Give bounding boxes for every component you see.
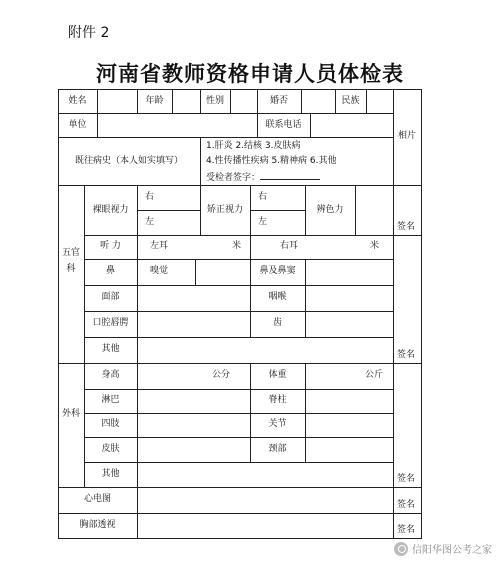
weight-unit: 公斤 [365,370,384,380]
ethnicity-label: 民族 [341,96,360,106]
nose-label: 鼻 [105,266,115,276]
right-ear-label: 右耳 [280,241,299,251]
lymph-label: 淋巴 [101,395,120,405]
color-vision-label: 辨色力 [316,205,344,215]
signature-label: 受检者签字： [206,173,261,183]
phone-label: 联系电话 [265,120,302,130]
surgery-section-label: 外科 [61,409,80,419]
lip-palate-label: 口腔唇腭 [92,318,129,328]
height-label: 身高 [101,370,120,380]
corrected-left-label: 左 [258,217,268,227]
naked-right-label: 右 [145,192,155,202]
right-ear-unit: 米 [370,241,380,251]
attachment-label: 附件 2 [68,25,110,41]
history-options-1: 1.肝炎 2.结核 3.皮肤病 [206,141,301,151]
height-unit: 公分 [212,370,231,380]
ecg-label: 心电图 [83,494,111,504]
chest-sign-label: 签名 [397,525,416,535]
surgery-other-label: 其他 [101,469,120,479]
corrected-right-label: 右 [258,192,268,202]
watermark [394,541,492,556]
naked-left-label: 左 [145,217,155,227]
ent-section-label: 五官科 [61,248,80,274]
skin-label: 皮肤 [101,444,120,454]
ent-sign-label: 签名 [397,350,416,360]
photo-label: 相片 [397,131,416,141]
wechat-logo-icon [394,542,408,556]
naked-vision-label: 裸眼视力 [92,205,129,215]
signature-row [206,171,320,184]
signature-line[interactable] [260,171,320,180]
unit-label: 单位 [68,120,87,130]
ecg-sign-label: 签名 [397,500,416,510]
left-ear-label: 左耳 [150,241,169,251]
surgery-sign-label: 签名 [397,474,416,484]
name-label: 姓名 [68,96,87,106]
spine-label: 脊柱 [268,395,287,405]
corrected-vision-label: 矫正视力 [206,205,243,215]
smell-label: 嗅觉 [150,266,169,276]
history-options-2: 4.性传播性疾病 5.精神病 6.其他 [206,156,337,166]
teeth-label: 齿 [272,318,282,328]
gender-label: 性别 [205,96,224,106]
form-title: 河南省教师资格申请人员体检表 [96,61,404,86]
neck-label: 颈部 [268,444,287,454]
face-label: 面部 [101,292,120,302]
marital-label: 婚否 [269,96,288,106]
history-label: 既往病史（本人如实填写） [74,156,183,166]
sinus-label: 鼻及鼻窦 [259,266,296,276]
weight-label: 体重 [268,370,287,380]
ent-other-label: 其他 [101,344,120,354]
hearing-label: 听 力 [100,241,121,251]
left-ear-unit: 米 [232,241,242,251]
joints-label: 关节 [268,419,287,429]
limbs-label: 四肢 [101,419,120,429]
throat-label: 咽喉 [268,292,287,302]
watermark-text: 信阳华图公考之家 [412,545,492,556]
age-label: 年龄 [145,96,164,106]
ent-vision-sign-label: 签名 [397,222,416,232]
chest-label: 胸部透视 [79,520,116,530]
